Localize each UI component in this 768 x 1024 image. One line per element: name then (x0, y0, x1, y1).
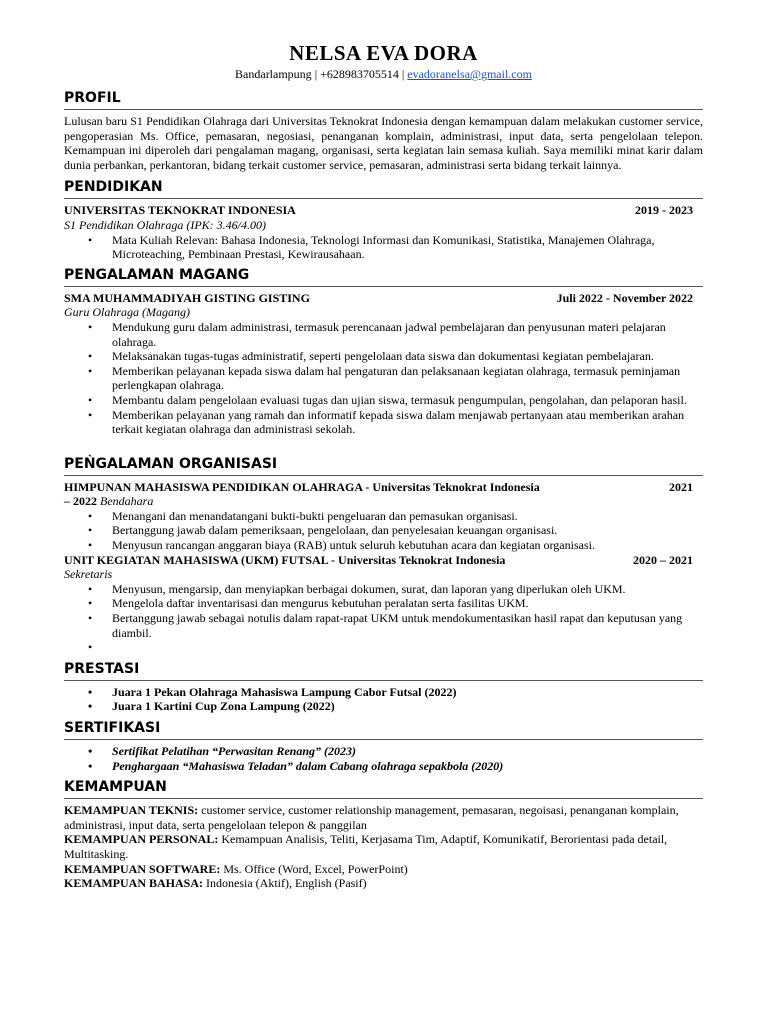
skill-language (64, 876, 703, 891)
organization-role-line (64, 494, 703, 509)
internship-bullets (64, 320, 703, 437)
section-magang (64, 266, 703, 437)
organization-year-start: 2021 (669, 479, 693, 494)
section-sertifikasi (64, 719, 703, 773)
resume-page (64, 40, 703, 891)
section-divider (64, 680, 703, 681)
list-item: • Membantu dalam pengelolaan evaluasi tugas dan ujian siswa, termasuk pengumpulan, pengolahan, dan pelaporan hasil. (104, 393, 703, 408)
section-title-organisasi: PEǸGALAMAN ORGANISASI (64, 455, 278, 472)
certification-list (64, 744, 703, 773)
section-profil (64, 89, 703, 172)
skill-label: KEMAMPUAN TEKNIS: (64, 803, 199, 818)
internship-org: SMA MUHAMMADIYAH GISTING GISTING (64, 290, 310, 305)
organization-period: 2020 – 2021 (633, 552, 693, 567)
list-item: • Mengelola daftar inventarisasi dan mengurus kebutuhan peralatan serta fasilitas UKM. (104, 596, 703, 611)
internship-role: Guru Olahraga (Magang) (64, 305, 190, 320)
skill-value: Indonesia (Aktif), English (Pasif) (206, 876, 367, 891)
list-item: • Sertifikat Pelatihan “Perwasitan Renang” (2023) (104, 744, 703, 759)
organization-row-2 (64, 553, 703, 568)
section-title-magang: PENGALAMAN MAGANG (64, 266, 250, 283)
organization-bullets-2 (64, 582, 703, 655)
skill-label: KEMAMPUAN PERSONAL: (64, 832, 219, 847)
section-divider (64, 739, 703, 740)
organization-row-1 (64, 480, 703, 495)
list-item: • Bertanggung jawab dalam pemeriksaan, pengelolaan, dan penyelesaian keuangan organisasi. (104, 523, 703, 538)
section-title-prestasi: PRESTASI (64, 660, 140, 677)
section-prestasi (64, 660, 703, 714)
school-name: UNIVERSITAS TEKNOKRAT INDONESIA (64, 203, 296, 218)
section-kemampuan (64, 778, 703, 891)
contact-line: Bandarlampung | +628983705514 | evadoranelsa@gmail.com (235, 67, 532, 81)
section-title-sertifikasi: SERTIFIKASI (64, 720, 161, 736)
organization-name: HIMPUNAN MAHASISWA PENDIDIKAN OLAHRAGA - Universitas Teknokrat Indonesia (64, 479, 540, 494)
section-pendidikan (64, 178, 703, 261)
list-item: • Mata Kuliah Relevan: Bahasa Indonesia, Teknologi Informasi dan Komunikasi, Statistika, Manajemen Olahraga, Microteaching, Pembinaan Prestasi, Kewirausahaan. (104, 233, 703, 262)
list-item: • Juara 1 Kartini Cup Zona Lampung (2022) (104, 699, 703, 714)
section-divider (64, 475, 703, 476)
education-bullets (64, 233, 703, 262)
list-item: • Memberikan pelayanan kepada siswa dalam hal pengaturan dan pelaksanaan kegiatan olahraga, termasuk peminjaman perlengkapan olahraga. (104, 364, 703, 393)
list-item: • Menyusun rancangan anggaran biaya (RAB) untuk seluruh kebutuhan acara dan kegiatan organisasi. (104, 538, 703, 553)
organization-role: Bendahara (100, 494, 154, 509)
section-organisasi (64, 455, 703, 655)
list-item: • Penghargaan “Mahasiswa Teladan” dalam Cabang olahraga sepakbola (2020) (104, 759, 703, 774)
list-item-empty (104, 640, 703, 655)
skill-label: KEMAMPUAN SOFTWARE: (64, 861, 221, 876)
organization-bullets-1 (64, 509, 703, 553)
education-years: 2019 - 2023 (635, 203, 693, 218)
email-link[interactable]: evadoranelsa@gmail.com (407, 67, 532, 81)
skill-value: customer service, customer relationship management, pemasaran, negoisasi, penanganan komplain, administrasi, input data, serta pengelolaan telepon & panggilan (64, 803, 679, 832)
organization-name: UNIT KEGIATAN MAHASISWA (UKM) FUTSAL - Universitas Teknokrat Indonesia (64, 552, 506, 567)
list-item: • Menyusun, mengarsip, dan menyiapkan berbagai dokumen, surat, dan laporan yang diperlukan oleh UKM. (104, 582, 703, 597)
organization-role: Sekretaris (64, 567, 113, 582)
candidate-name: NELSA EVA DORA (289, 41, 478, 65)
section-title-profil: PROFIL (64, 90, 121, 106)
location: Bandarlampung (235, 67, 312, 81)
education-row (64, 203, 703, 218)
skill-personal (64, 832, 703, 861)
section-title-pendidikan: PENDIDIKAN (64, 179, 163, 196)
skill-technical (64, 803, 703, 832)
skill-label: KEMAMPUAN BAHASA: (64, 876, 203, 891)
skill-value: Ms. Office (Word, Excel, PowerPoint) (223, 861, 408, 876)
list-item: • Melaksanakan tugas-tugas administratif, seperti pengelolaan data siswa dan dokumentasi kegiatan pembelajaran. (104, 349, 703, 364)
profil-text: Lulusan baru S1 Pendidikan Olahraga dari Universitas Teknokrat Indonesia dengan kemampuan dalam melakukan customer service, pengoperasian Ms. Office, pemasaran, negosiasi, penanganan komplain, administrasi, input data, serta pengelolaan telepon. Kemampuan ini diperoleh dari pengalaman magang, organisasi, serta kegiatan lain semasa kuliah. Saya memiliki minat karir dalam dunia perbankan, perkantoran, bidang terkait customer service, pemasaran, administrasi serta bidang terkait lainnya. (64, 114, 703, 172)
phone: +628983705514 (320, 67, 399, 81)
list-item: • Bertanggung jawab sebagai notulis dalam rapat-rapat UKM untuk mendokumentasikan hasil rapat dan keputusan yang diambil. (104, 611, 703, 640)
degree: S1 Pendidikan Olahraga (IPK: 3.46/4.00) (64, 217, 266, 232)
skill-software (64, 862, 703, 877)
list-item: • Juara 1 Pekan Olahraga Mahasiswa Lampung Cabor Futsal (2022) (104, 685, 703, 700)
list-item: • Menangani dan menandatangani bukti-bukti pengeluaran dan pemasukan organisasi. (104, 509, 703, 524)
section-title-kemampuan: KEMAMPUAN (64, 779, 167, 796)
skill-value: Kemampuan Analisis, Teliti, Kerjasama Tim, Adaptif, Komunikatif, Berorientasi pada detail, Multitasking. (64, 832, 668, 861)
list-item: • Mendukung guru dalam administrasi, termasuk perencanaan jadwal pembelajaran dan penyusunan materi pelajaran olahraga. (104, 320, 703, 349)
section-divider (64, 798, 703, 799)
internship-row (64, 291, 703, 306)
list-item: • Memberikan pelayanan yang ramah dan informatif kepada siswa dalam menjawab pertanyaan atau memberikan arahan terkait kegiatan olahraga dan administrasi sekolah. (104, 408, 703, 437)
organization-year-end: – 2022 (64, 494, 97, 509)
achievement-list (64, 685, 703, 714)
section-divider (64, 109, 703, 110)
section-divider (64, 286, 703, 287)
section-divider (64, 198, 703, 199)
internship-period: Juli 2022 - November 2022 (556, 290, 693, 305)
